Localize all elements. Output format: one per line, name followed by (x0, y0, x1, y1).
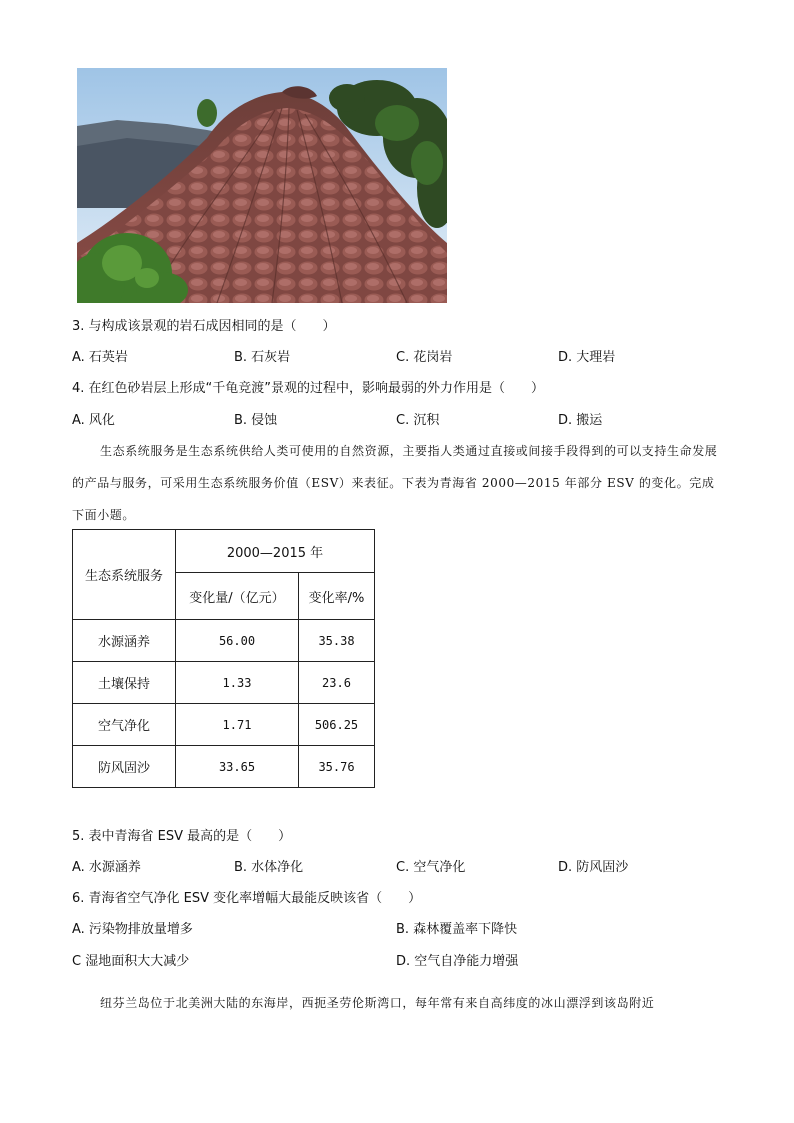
table-cell-rate: 23.6 (299, 662, 375, 704)
red-sandstone-hill-image (77, 68, 447, 303)
table-cell-name: 空气净化 (73, 704, 176, 746)
table-header-service: 生态系统服务 (73, 530, 176, 620)
table-cell-name: 防风固沙 (73, 746, 176, 788)
question-5-option-c[interactable]: C. 空气净化 (396, 860, 466, 875)
question-4-option-c[interactable]: C. 沉积 (396, 413, 440, 428)
question-4-option-b[interactable]: B. 侵蚀 (234, 413, 278, 428)
table-header-period: 2000—2015 年 (176, 530, 375, 573)
question-4-option-a[interactable]: A. 风化 (72, 413, 115, 428)
question-5-option-d[interactable]: D. 防风固沙 (558, 860, 629, 875)
table-row (73, 620, 375, 662)
table-row (73, 662, 375, 704)
question-6-option-a[interactable]: A. 污染物排放量增多 (72, 922, 193, 937)
table-cell-rate: 35.38 (299, 620, 375, 662)
question-4-option-d[interactable]: D. 搬运 (558, 413, 603, 428)
question-5-option-b[interactable]: B. 水体净化 (234, 860, 304, 875)
table-cell-name: 水源涵养 (73, 620, 176, 662)
table-row (73, 746, 375, 788)
table-cell-change: 1.33 (176, 662, 299, 704)
question-3-option-c[interactable]: C. 花岗岩 (396, 350, 453, 365)
table-cell-rate: 35.76 (299, 746, 375, 788)
question-3-option-d[interactable]: D. 大理岩 (558, 350, 616, 365)
question-3-option-a[interactable]: A. 石英岩 (72, 350, 128, 365)
table-cell-name: 土壤保持 (73, 662, 176, 704)
table-cell-rate: 506.25 (299, 704, 375, 746)
table-row (73, 704, 375, 746)
table-cell-change: 33.65 (176, 746, 299, 788)
question-6-option-b[interactable]: B. 森林覆盖率下降快 (396, 922, 518, 937)
question-4-stem: 4. 在红色砂岩层上形成“千龟竞渡”景观的过程中，影响最弱的外力作用是（ ） (72, 381, 545, 396)
table-cell-change: 56.00 (176, 620, 299, 662)
esv-table (72, 529, 375, 788)
esv-passage-text: 生态系统服务是生态系统供给人类可使用的自然资源，主要指人类通过直接或间接手段得到的可以支持生命发展的产品与服务，可采用生态系统服务价值（ESV）来表征。下表为青海省 2000—2015 年部分 ESV 的变化。完成下面小题。 (72, 444, 718, 522)
newfoundland-passage (72, 987, 722, 1019)
question-5-option-a[interactable]: A. 水源涵养 (72, 860, 141, 875)
question-6-stem: 6. 青海省空气净化 ESV 变化率增幅大最能反映该省（ ） (72, 891, 422, 906)
landscape-photo (77, 68, 447, 303)
newfoundland-passage-text: 纽芬兰岛位于北美洲大陆的东海岸，西扼圣劳伦斯湾口，每年常有来自高纬度的冰山漂浮到该岛附近 (100, 996, 655, 1010)
question-3-stem: 3. 与构成该景观的岩石成因相同的是（ ） (72, 319, 336, 334)
question-6-option-d[interactable]: D. 空气自净能力增强 (396, 954, 519, 969)
table-cell-change: 1.71 (176, 704, 299, 746)
question-6-option-c[interactable]: C 湿地面积大大减少 (72, 954, 190, 969)
esv-passage (72, 435, 722, 531)
table-header-rate: 变化率/% (299, 573, 375, 620)
question-5-stem: 5. 表中青海省 ESV 最高的是（ ） (72, 829, 292, 844)
question-3-option-b[interactable]: B. 石灰岩 (234, 350, 291, 365)
table-header-change: 变化量/（亿元） (176, 573, 299, 620)
